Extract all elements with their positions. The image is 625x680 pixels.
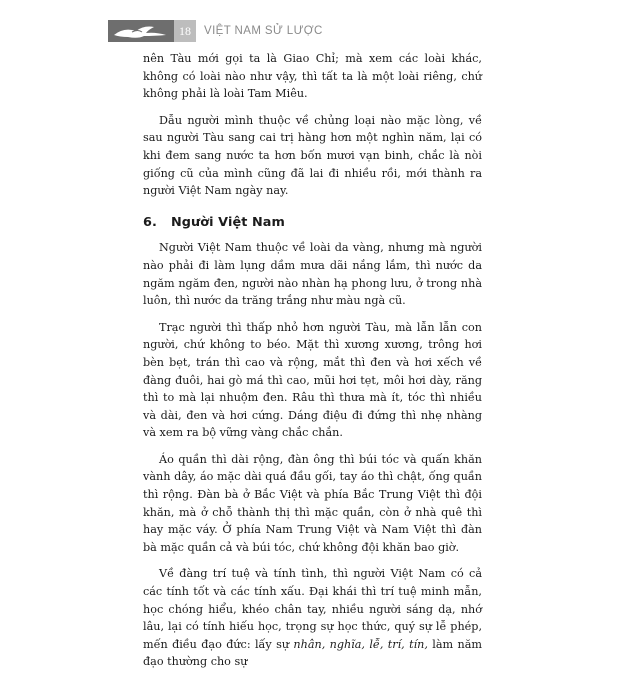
paragraph: Trạc người thì thấp nhỏ hơn người Tàu, mà lẫn lẫn con người, chứ không to béo. Mặt thì xương xương, trông hơi bèn bẹt, trán thì cao và rộng, mắt thì đen và hơi xếch về đàng đuôi, hai gò má thì cao, mũi hơi tẹt, môi hơi dày, răng thì to mà lại nhuộm đen. Râu thì thưa mà ít, tóc thì nhiều và dài, đen và hơi cứng. Dáng điệu đi đứng thì nhẹ nhàng và xem ra bộ vững vàng chắc chắn.	[143, 320, 482, 440]
bird-ornament-icon	[110, 21, 172, 41]
page-header	[108, 20, 508, 42]
paragraph: Người Việt Nam thuộc về loài da vàng, nhưng mà người nào phải đi làm lụng dầm mưa dãi nắng lắm, thì nước da ngăm ngăm đen, người nào nhàn hạ phong lưu, ở trong nhà luôn, thì nước da trăng trắng như màu ngà cũ.	[143, 241, 482, 308]
section-heading	[143, 214, 482, 232]
paragraph-continued: nên Tàu mới gọi ta là Giao Chỉ; mà xem các loài khác, không có loài nào như vậy, thì tất ta là một loài riêng, chứ không phải là loài Tam Miêu.	[143, 52, 482, 101]
page-number: 18	[174, 20, 196, 42]
section-number: 6.	[143, 214, 157, 230]
header-ornament-bar	[108, 20, 174, 42]
paragraph: Áo quần thì dài rộng, đàn ông thì búi tóc và quấn khăn vành dây, áo mặc dài quá đầu gối, tay áo thì chật, ống quần thì rộng. Đàn bà ở Bắc Việt và phía Bắc Trung Việt thì đội khăn, mà ở chỗ thành thị thì mặc quần, còn ở nhà quê thì hay mặc váy. Ở phía Nam Trung Việt và Nam Việt thì đàn bà mặc quần cả và búi tóc, chứ không đội khăn bao giờ.	[143, 452, 482, 554]
page-body	[143, 50, 482, 680]
paragraph-italic-text: nhân, nghĩa, lễ, trí, tín,	[293, 637, 428, 651]
running-title: VIỆT NAM SỬ LƯỢC	[204, 25, 323, 37]
paragraph: Dẫu người mình thuộc về chủng loại nào mặc lòng, về sau người Tàu sang cai trị hàng hơn một nghìn năm, lại có khi đem sang nước ta hơn bốn mươi vạn binh, chắc là nòi giống cũ của mình cũng đã lai đi nhiều rồi, mới thành ra người Việt Nam ngày nay.	[143, 113, 482, 198]
section-title: Người Việt Nam	[170, 214, 285, 230]
paragraph-text: làm năm đạo thường cho sự	[143, 637, 483, 669]
paragraph-text: Về đàng trí tuệ và tính tình, thì người Việt Nam có cả các tính tốt và các tính xấu. Đại khái thì trí tuệ minh mẫn, học chóng hiểu, khéo chân tay, nhiều người sáng dạ, nhớ lâu, lại có tính hiếu học, trọng sự học thức, quý sự lễ phép, mến điều đạo đức: lấy sự	[143, 567, 482, 651]
paragraph	[143, 565, 482, 671]
